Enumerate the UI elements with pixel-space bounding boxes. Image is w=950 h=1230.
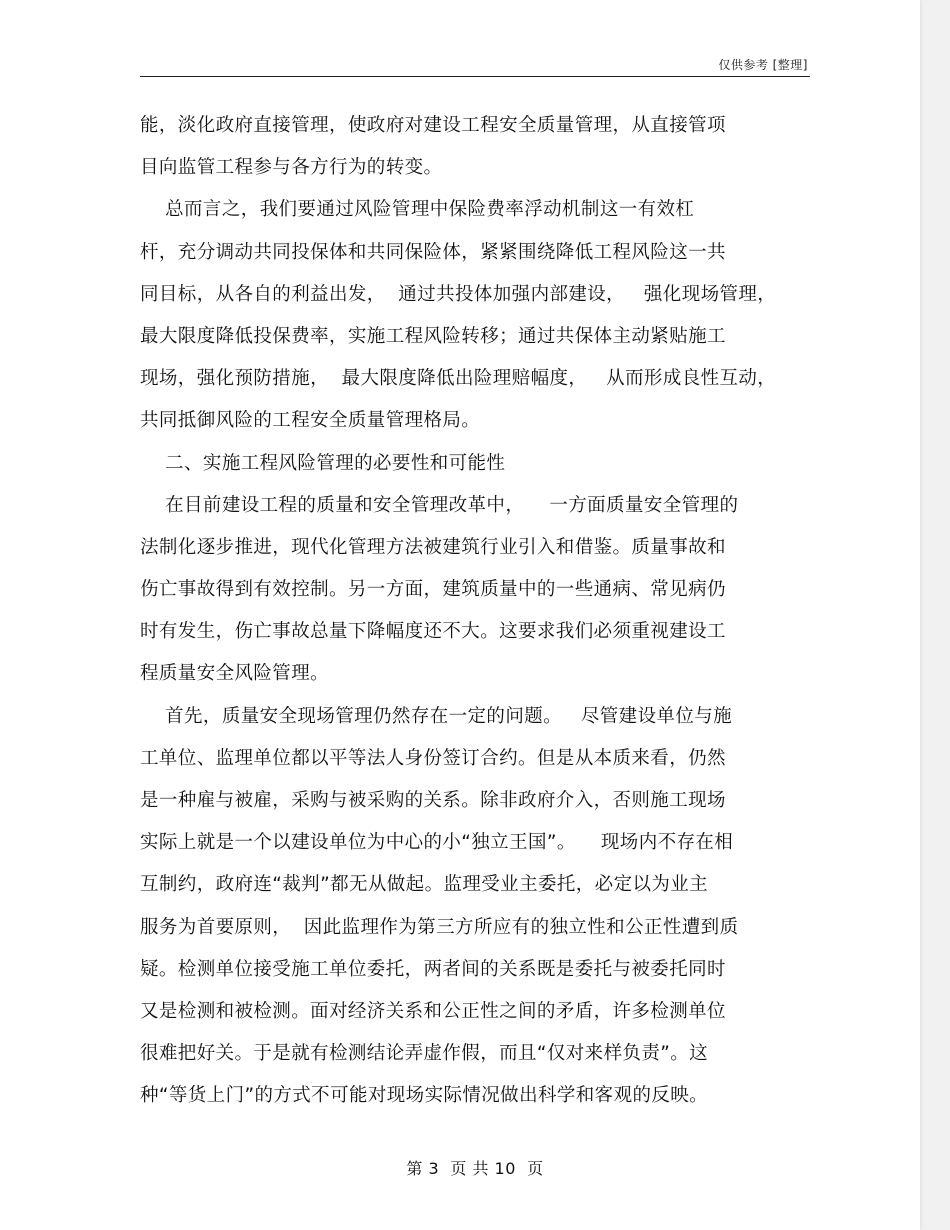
text-line: 程质量安全风险管理。 <box>140 663 330 685</box>
text-line: 能，淡化政府直接管理，使政府对建设工程安全质量管理，从直接管项 <box>140 115 726 136</box>
text-line: 疑。检测单位接受施工单位委托，两者间的关系既是委托与被委托同时 <box>140 958 726 980</box>
text-line: 共同抵御风险的工程安全质量管理格局。 <box>140 410 481 432</box>
text-line: 目向监管工程参与各方行为的转变。 <box>140 157 443 179</box>
text-line: 总而言之，我们要通过风险管理中保险费率浮动机制这一有效杠 <box>140 199 695 221</box>
text-line: 是一种雇与被雇，采购与被采购的关系。除非政府介入，否则施工现场 <box>140 790 726 811</box>
text-line: 很难把好关。于是就有检测结论弄虚作假，而且“仅对来样负责”。这 <box>140 1043 709 1065</box>
page-header <box>140 54 810 77</box>
text-line: 服务为首要原则， 因此监理作为第三方所应有的独立性和公正性遭到质 <box>140 916 739 938</box>
text-line: 同目标，从各自的利益出发， 通过共投体加强内部建设， 强化现场管理， <box>140 283 777 305</box>
page-number: 第 3 页 共 10 页 <box>406 1159 544 1178</box>
text-line: 实际上就是一个以建设单位为中心的小“独立王国”。 现场内不存在相 <box>140 832 734 854</box>
text-line: 工单位、监理单位都以平等法人身份签订合约。但是从本质来看，仍然 <box>140 747 726 769</box>
body-text <box>140 115 810 1128</box>
text-line: 种“等货上门”的方式不可能对现场实际情况做出科学和客观的反映。 <box>140 1085 709 1107</box>
header-label: 仅供参考 [整理] <box>718 58 808 72</box>
text-line: 伤亡事故得到有效控制。另一方面，建筑质量中的一些通病、常见病仍 <box>140 579 726 601</box>
text-line: 最大限度降低投保费率，实施工程风险转移；通过共保体主动紧贴施工 <box>140 325 726 347</box>
text-line: 在目前建设工程的质量和安全管理改革中， 一方面质量安全管理的 <box>140 494 739 516</box>
text-line: 互制约，政府连“裁判”都无从做起。监理受业主委托，必定以为业主 <box>140 874 709 896</box>
text-line: 首先，质量安全现场管理仍然存在一定的问题。 尽管建设单位与施 <box>140 705 733 727</box>
section-heading: 二、实施工程风险管理的必要性和可能性 <box>140 452 506 474</box>
text-line: 现场，强化预防措施， 最大限度降低出险理赔幅度， 从而形成良性互动， <box>140 368 777 390</box>
text-line: 法制化逐步推进，现代化管理方法被建筑行业引入和借鉴。质量事故和 <box>140 536 726 558</box>
text-line: 杆，充分调动共同投保体和共同保险体，紧紧围绕降低工程风险这一共 <box>140 241 726 263</box>
text-line: 又是检测和被检测。面对经济关系和公正性之间的矛盾，许多检测单位 <box>140 1000 726 1022</box>
text-line: 时有发生，伤亡事故总量下降幅度还不大。这要求我们必须重视建设工 <box>140 621 726 643</box>
